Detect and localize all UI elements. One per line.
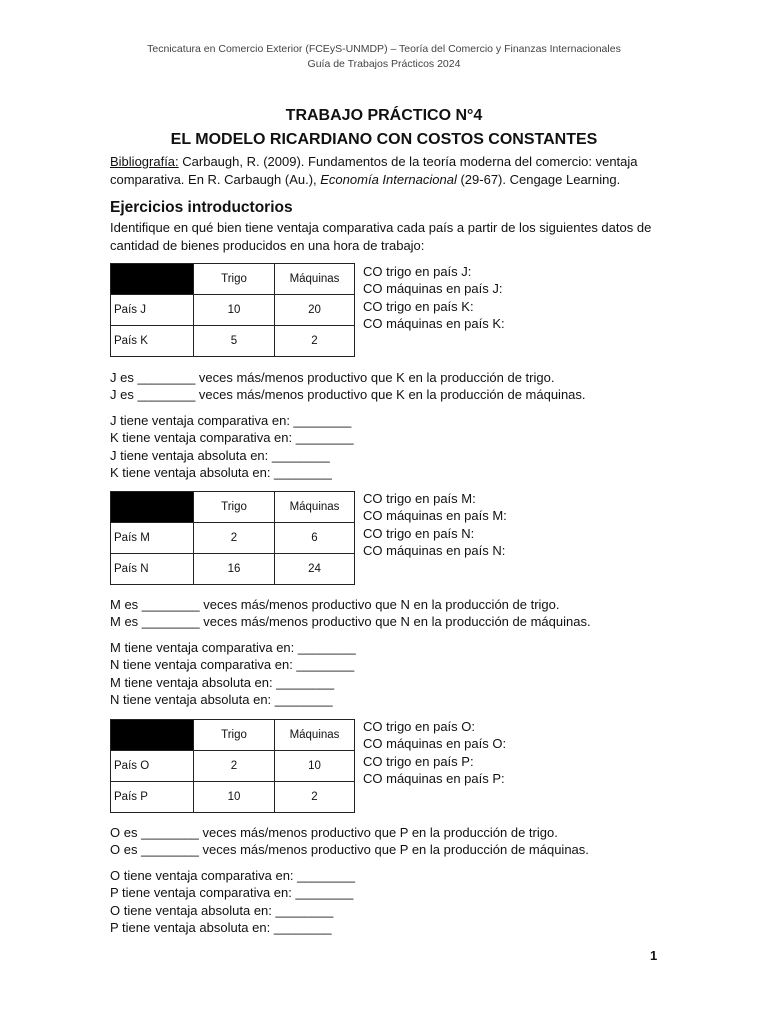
header-maquinas: Máquinas xyxy=(275,720,355,751)
advantage-line: P tiene ventaja absoluta en: ________ xyxy=(110,919,332,935)
header-blank-cell xyxy=(111,492,194,523)
co-line: CO máquinas en país J: xyxy=(363,281,503,297)
country-cell: País N xyxy=(111,554,194,585)
table-row xyxy=(111,295,355,326)
advantage-line: J tiene ventaja absoluta en: ________ xyxy=(110,447,330,463)
section-title: Ejercicios introductorios xyxy=(110,199,293,216)
maquinas-cell: 2 xyxy=(275,326,355,357)
trigo-cell: 16 xyxy=(194,554,275,585)
table-header-row xyxy=(111,720,355,751)
co-line: CO trigo en país M: xyxy=(363,491,476,506)
page-number: 1 xyxy=(650,948,658,963)
co-line: CO máquinas en país P: xyxy=(363,770,505,786)
exercise-2-advantage xyxy=(110,639,356,708)
maquinas-cell: 24 xyxy=(275,554,355,585)
exercise-1-advantage xyxy=(110,412,354,481)
exercise-3-table xyxy=(110,719,355,813)
header-blank-cell xyxy=(111,720,194,751)
bibliography-text-1: Carbaugh, R. (2009). Fundamentos de la teoría moderna del comercio: ventaja comparativa. En R. Carbaugh (Au.), xyxy=(110,154,638,187)
productivity-line: M es ________ veces más/menos productivo que N en la producción de máquinas. xyxy=(110,614,591,630)
productivity-line: M es ________ veces más/menos productivo que N en la producción de trigo. xyxy=(110,597,560,612)
productivity-line: J es ________ veces más/menos productivo que K en la producción de máquinas. xyxy=(110,387,586,403)
trigo-cell: 5 xyxy=(194,326,275,357)
bibliography-text-2: (29-67). Cengage Learning. xyxy=(456,172,621,187)
country-cell: País O xyxy=(111,751,194,782)
advantage-line: K tiene ventaja absoluta en: ________ xyxy=(110,464,332,480)
header-trigo: Trigo xyxy=(194,492,275,523)
country-cell: País J xyxy=(111,295,194,326)
trigo-cell: 2 xyxy=(194,751,275,782)
co-line: CO máquinas en país O: xyxy=(363,736,507,752)
advantage-line: O tiene ventaja comparativa en: ________ xyxy=(110,868,356,883)
header-trigo: Trigo xyxy=(194,720,275,751)
header-trigo: Trigo xyxy=(194,264,275,295)
title-line-2: EL MODELO RICARDIANO CON COSTOS CONSTANTES xyxy=(170,131,598,148)
exercise-3-opportunity-costs xyxy=(363,718,506,787)
header-line-2: Guía de Trabajos Prácticos 2024 xyxy=(307,58,461,70)
advantage-line: N tiene ventaja comparativa en: ________ xyxy=(110,657,355,673)
advantage-line: M tiene ventaja absoluta en: ________ xyxy=(110,674,335,690)
header-line-1: Tecnicatura en Comercio Exterior (FCEyS-UNMDP) – Teoría del Comercio y Finanzas Internacionales xyxy=(147,43,621,55)
advantage-line: P tiene ventaja comparativa en: ________ xyxy=(110,885,354,901)
country-cell: País K xyxy=(111,326,194,357)
exercise-3-advantage xyxy=(110,867,355,936)
header-maquinas: Máquinas xyxy=(275,492,355,523)
co-line: CO máquinas en país N: xyxy=(363,542,506,558)
trigo-cell: 2 xyxy=(194,523,275,554)
table-row xyxy=(111,782,355,813)
running-header xyxy=(0,42,768,72)
maquinas-cell: 6 xyxy=(275,523,355,554)
co-line: CO trigo en país J: xyxy=(363,264,472,279)
exercise-2-table xyxy=(110,491,355,585)
advantage-line: J tiene ventaja comparativa en: ________ xyxy=(110,413,352,428)
productivity-line: J es ________ veces más/menos productivo que K en la producción de trigo. xyxy=(110,370,555,385)
table-row xyxy=(111,554,355,585)
co-line: CO trigo en país P: xyxy=(363,753,474,769)
maquinas-cell: 20 xyxy=(275,295,355,326)
exercise-1-opportunity-costs xyxy=(363,263,505,332)
maquinas-cell: 2 xyxy=(275,782,355,813)
country-cell: País M xyxy=(111,523,194,554)
table-row xyxy=(111,523,355,554)
table-row xyxy=(111,326,355,357)
header-blank-cell xyxy=(111,264,194,295)
document-title xyxy=(0,104,768,152)
bibliography xyxy=(110,153,670,189)
exercise-2-opportunity-costs xyxy=(363,490,507,559)
trigo-cell: 10 xyxy=(194,782,275,813)
exercise-1-productivity xyxy=(110,369,586,404)
advantage-line: O tiene ventaja absoluta en: ________ xyxy=(110,902,334,918)
section-intro: Identifique en qué bien tiene ventaja comparativa cada país a partir de los siguientes datos de cantidad de bienes producidos en una hora de trabajo: xyxy=(110,220,652,253)
co-line: CO trigo en país N: xyxy=(363,525,475,541)
title-line-1: TRABAJO PRÁCTICO N°4 xyxy=(285,107,483,124)
productivity-line: O es ________ veces más/menos productivo que P en la producción de máquinas. xyxy=(110,842,589,858)
country-cell: País P xyxy=(111,782,194,813)
co-line: CO máquinas en país K: xyxy=(363,315,505,331)
exercise-2-productivity xyxy=(110,596,591,631)
trigo-cell: 10 xyxy=(194,295,275,326)
table-row xyxy=(111,751,355,782)
header-maquinas: Máquinas xyxy=(275,264,355,295)
table-header-row xyxy=(111,492,355,523)
exercise-1-table xyxy=(110,263,355,357)
exercise-3-productivity xyxy=(110,824,589,859)
table-header-row xyxy=(111,264,355,295)
advantage-line: K tiene ventaja comparativa en: ________ xyxy=(110,430,354,446)
bibliography-label: Bibliografía: xyxy=(110,154,179,169)
co-line: CO trigo en país K: xyxy=(363,298,474,314)
co-line: CO máquinas en país M: xyxy=(363,508,507,524)
bibliography-book-title: Economía Internacional xyxy=(320,172,457,187)
productivity-line: O es ________ veces más/menos productivo que P en la producción de trigo. xyxy=(110,825,558,840)
co-line: CO trigo en país O: xyxy=(363,719,475,734)
advantage-line: N tiene ventaja absoluta en: ________ xyxy=(110,691,333,707)
advantage-line: M tiene ventaja comparativa en: ________ xyxy=(110,640,356,655)
maquinas-cell: 10 xyxy=(275,751,355,782)
